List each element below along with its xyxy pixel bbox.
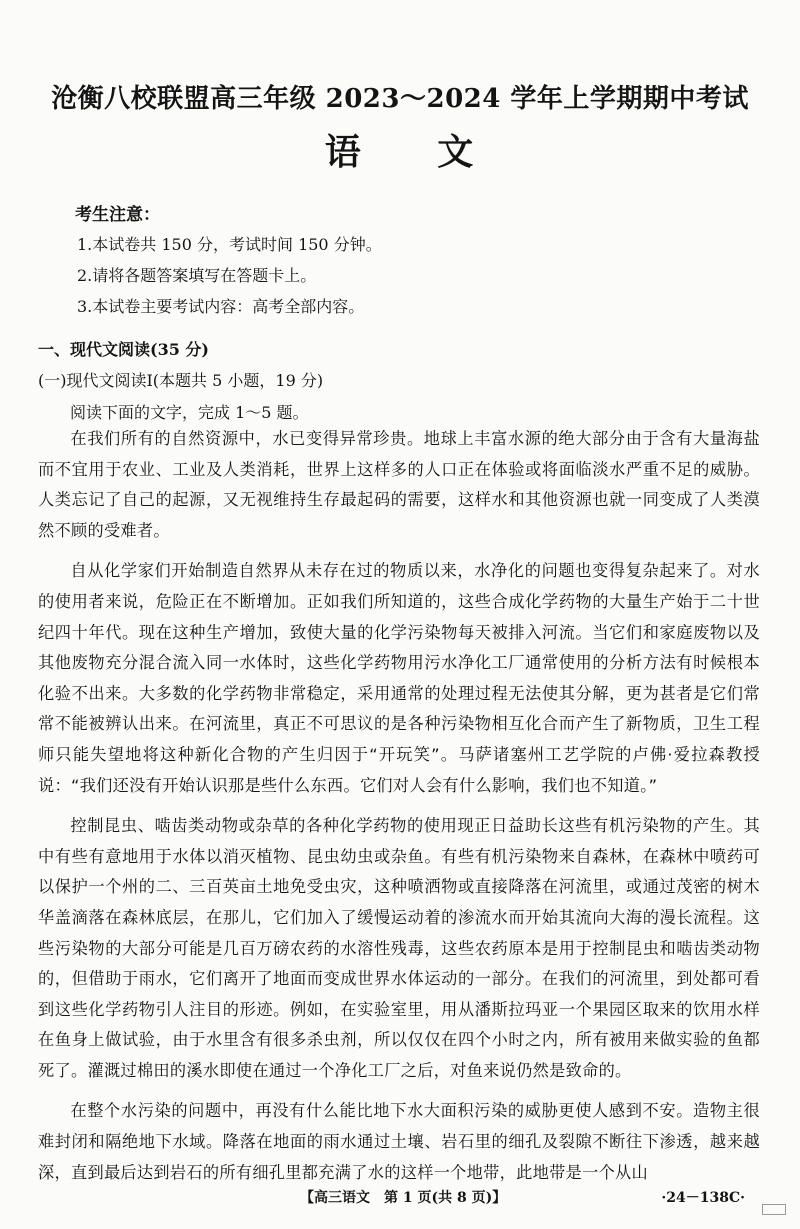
notice-item: 1.本试卷共 150 分，考试时间 150 分钟。	[77, 235, 382, 254]
notice-heading: 考生注意：	[75, 205, 160, 225]
passage-paragraph: 自从化学家们开始制造自然界从未存在过的物质以来，水净化的问题也变得复杂起来了。对水的使用者来说，危险正在不断增加。正如我们所知道的，这些合成化学药物的大量生产始于二十世纪四十年代。现在这种生产增加，致使大量的化学污染物每天被排入河流。当它们和家庭废物以及其他废物充分混合流入同一水体时，这些化学药物用污水净化工厂通常使用的分析方法有时候根本化验不出来。大多数的化学药物非常稳定，采用通常的处理过程无法使其分解，更为甚者是它们常常不能被辨认出来。在河流里，真正不可思议的是各种污染物相互化合而产生了新物质，卫生工程师只能失望地将这种新化合物的产生归因于“开玩笑”。马萨诸塞州工艺学院的卢佛·爱拉森教授说：“我们还没有开始认识那是些什么东西。它们对人会有什么影响，我们也不知道。”	[38, 561, 760, 795]
passage-paragraph: 在我们所有的自然资源中，水已变得异常珍贵。地球上丰富水源的绝大部分由于含有大量海盐而不宜用于农业、工业及人类消耗，世界上这样多的人口正在体验或将面临淡水严重不足的威胁。人类忘记了自己的起源，又无视维持生存最起码的需要，这样水和其他资源也就一同变成了人类漠然不顾的受难者。	[38, 429, 760, 540]
subsection-heading: (一)现代文阅读Ⅰ(本题共 5 小题，19 分)	[38, 371, 324, 390]
notice-item: 2.请将各题答案填写在答题卡上。	[77, 266, 317, 285]
reading-passage	[38, 424, 760, 1198]
corner-logo-icon	[762, 1204, 786, 1215]
reading-instruction: 阅读下面的文字，完成 1～5 题。	[70, 403, 309, 422]
exam-code: ·24－138C·	[661, 1190, 745, 1206]
page-number: 【高三语文 第 1 页(共 8 页)】	[300, 1190, 507, 1206]
passage-paragraph: 在整个水污染的问题中，再没有什么能比地下水大面积污染的威胁更使人感到不安。造物主很难封闭和隔绝地下水域。降落在地面的雨水通过土壤、岩石里的细孔及裂隙不断往下渗透，越来越深，直到最后达到岩石的所有细孔里都充满了水的这样一个地带，此地带是一个从山	[38, 1101, 760, 1182]
notice-item: 3.本试卷主要考试内容：高考全部内容。	[77, 297, 365, 316]
subject-title: 语 文	[324, 131, 476, 173]
passage-paragraph: 控制昆虫、啮齿类动物或杂草的各种化学药物的使用现正日益助长这些有机污染物的产生。其中有些有意地用于水体以消灭植物、昆虫幼虫或杂鱼。有些有机污染物来自森林，在森林中喷药可以保护一个州的二、三百英亩土地免受虫灾，这种喷洒物或直接降落在河流里，或通过茂密的树木华盖滴落在森林底层，在那儿，它们加入了缓慢运动着的渗流水而开始其流向大海的漫长流程。这些污染物的大部分可能是几百万磅农药的水溶性残毒，这些农药原本是用于控制昆虫和啮齿类动物的，但借助于雨水，它们离开了地面而变成世界水体运动的一部分。在我们的河流里，到处都可看到这些化学药物引人注目的形迹。例如，在实验室里，用从潘斯拉玛亚一个果园区取来的饮用水样在鱼身上做试验，由于水里含有很多杀虫剂，所以仅仅在四个小时之内，所有被用来做实验的鱼都死了。灌溉过棉田的溪水即使在通过一个净化工厂之后，对鱼来说仍然是致命的。	[38, 816, 760, 1080]
candidate-notice	[75, 200, 725, 322]
section-heading: 一、现代文阅读(35 分)	[38, 340, 209, 359]
page-footer	[0, 1187, 800, 1211]
exam-title: 沧衡八校联盟高三年级 2023～2024 学年上学期期中考试	[51, 84, 749, 114]
